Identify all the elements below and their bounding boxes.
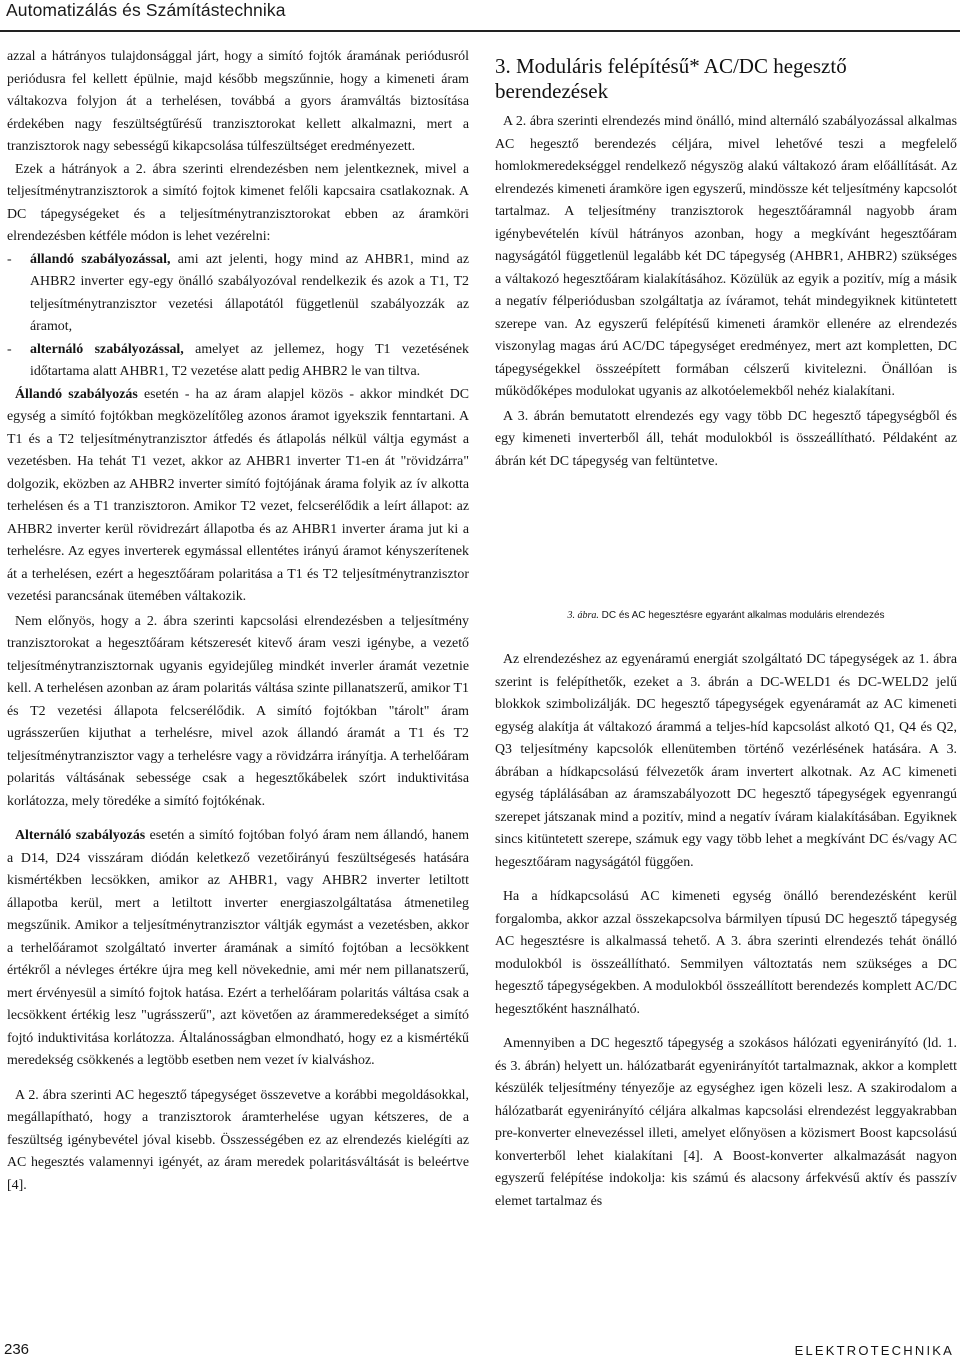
paragraph: azzal a hátrányos tulajdonsággal járt, hogy a simító fojtók áramának periódusról periódusra fel kellett épülnie, majd később megszűnnie, hogy a kimeneti áram váltakozva folyjon át a terhelésen, továbbá a gyors áramváltás biztosítása érdekében nagy feszültségtűrésű tranzisztorokat kellett alkalmazni, mert a tranzisztorok nagy sebességű kikapcsolása túlfeszültséget eredményezett. <box>7 49 469 154</box>
page-number: 236 <box>4 1341 30 1358</box>
list-item-term: állandó szabályozással, <box>30 251 171 267</box>
list-dash: - <box>7 341 12 357</box>
list-item <box>7 339 469 384</box>
journal-name: ELEKTROTECHNIKA <box>794 1343 954 1358</box>
list-item-term: alternáló szabályozással, <box>30 341 184 357</box>
paragraph-lead-term: Alternáló szabályozás <box>15 828 146 843</box>
paragraph: A 3. ábrán bemutatott elrendezés egy vagy több DC hegesztő tápegységből és egy kimeneti inverterből áll, tehát modulokból is összeállítható. Példaként az ábrán két DC tápegység van feltüntetve. <box>495 408 957 469</box>
list-dash: - <box>7 251 12 267</box>
figure-caption-label: 3. ábra. <box>567 610 599 621</box>
figure-3-area <box>495 473 957 599</box>
figure-caption <box>495 609 957 623</box>
list-item <box>7 249 469 339</box>
paragraph: Amennyiben a DC hegesztő tápegység a szokásos hálózati egyenirányító (ld. 1. és 3. ábrán) helyett un. hálózatbarát egyenirányítót tartalmaznak, akkor a komplett készülék teljesítmény tényezője az egységhez igen közeli lesz. A szakirodalom a hálózatbarát egyenirányító céljára alkalmas kapcsolási elrendezést leggyakrabban pre-konverter elnevezéssel illeti, amelyet előnyösen a közismert Boost kapcsolású konverterből lehet kialakítani [4]. A Boost-konverter alkalmazását nagyon egyszerű felépítése indokolja: kis számú és alacsony árfekvésű aktív és passzív elemet tartalmaz és <box>495 1036 957 1209</box>
running-head: Automatizálás és Számítástechnika <box>6 0 286 20</box>
paragraph-lead-term: Állandó szabályozás <box>15 386 138 402</box>
paragraph-text: esetén - ha az áram alapjel közös - akkor mindkét DC egység a simító fojtókban megközelítőleg azonos áramot igyekszik fenntartani. A T1 és a T2 teljesítménytranzisztor átfedés és átlapolás nélkül váltja egymást a vezetésben. Ha tehát T1 vezet, akkor az AHBR1 inverter T1-en át "rövidzárra" dolgozik, eközben az AHBR2 inverter simító fojtójának árama folyik az ív alkotta terhelésen és a T1 tranzisztoron. Amikor T2 vezet, felcserélődik a leírt állapot: az AHBR2 inverter kerül rövidrezárt állapotba és az AHBR1 inverter árama jut ki a terhelésre. Az egyes inverterek egymással ellentétes irányú áramot kényszerítenek át a terhelésen, ezért a hegesztőáram polaritása a T1 és T2 teljesítménytranzisztor vezetési parancsának ütemében váltakozik. <box>7 386 469 604</box>
paragraph: Ezek a hátrányok a 2. ábra szerinti elrendezésben nem jelentkeznek, mivel a teljesítménytranzisztorok a simító fojtok kimenet felőli kapcsaira csatlakoznak. A DC tápegységeket és a teljesítménytranzisztorokat ebben az áramköri elrendezésben kétféle módon is lehet vezérelni: <box>7 161 469 244</box>
header-rule <box>0 30 960 32</box>
paragraph: A 2. ábra szerinti AC hegesztő tápegységet összevetve a korábbi megoldásokkal, megállapítható, hogy a tranzisztorok áramterhelése ugyan kétszeres, de a feszültség igénybevétel jóval kisebb. Összességében ez az elrendezés kielégíti az AC hegesztés valamennyi igényét, az áram meredek polaritásváltását is beleértve [4]. <box>7 1087 469 1193</box>
list-item-text: amelyet az jellemez, hogy T1 vezetésének időtartama alatt AHBR1, T2 vezetése alatt pedig AHBR2 le van tiltva. <box>30 341 469 379</box>
paragraph: A 2. ábra szerinti elrendezés mind önálló, mind alternáló szabályozással alkalmas AC hegesztő berendezés céljára, mivel lehetővé teszi a megfelelő homlokmeredekséggel rendelkező négyszög alakú váltakozó áram előállítását. Az elrendezés kimeneti áramköre igen egyszerű, mindössze két teljesítmény kapcsolót tartalmaz. A teljesítmény tranzisztorok hegesztőáramnál nagyobb áram igénybevételén kívül hátrányos azonban, hogy a megkívánt hegesztőáram nagyságától függetlenül legalább két DC tápegység (AHBR1, AHBR2) szükséges a váltakozó hegesztőáram kialakításához. Közülük az egyik a pozitív, míg a másik a negatív félperiódusban szolgáltatja az íváramot, tehát mindegyiknek kitüntetett szerepe van. Az egyszerű felépítésű kimeneti áramkör ellenére az elrendezés viszonylag magas árú AC/DC tápegységet eredményez, mert azt kompletten, DC tápegységekkel összeépített formában célszerű kivitelezni. Önállóan is működőképes modulokat ugyanis az alkotóelemekből nehéz kialakítani. <box>495 114 957 399</box>
paragraph: Az elrendezéshez az egyenáramú energiát szolgáltató DC tápegységek az 1. ábra szerint is felépíthetők, ezeket a 3. ábrán a DC-WELD1 és DC-WELD2 jelű blokkok szimbolizálják. DC hegesztő tápegységek egyenáramát az AC kimeneti egység alakítja át váltakozó árammá a teljes-híd kapcsolást alkotó Q1, Q4 és Q2, Q3 teljesítmény kapcsolók ellenütemben történő vezérlésének hatására. A 3. ábrában a hídkapcsolású félvezetők áram invertert alkotnak. Az AC kimeneti egység táplálásában az áramszabályozott DC hegesztő tápegységek egyenrangú szerepet játszanak mind a pozitív, mind a negatív íváram kialakításában. Egyiknek sincs kitüntetett szerepe, számuk egy vagy több lehet a megkívánt DC és/vagy AC hegesztőáram nagyságától függően. <box>495 652 957 870</box>
paragraph <box>7 384 469 609</box>
right-column <box>495 46 957 1213</box>
section-title: 3. Moduláris felépítésű* AC/DC hegesztő berendezések <box>495 54 847 103</box>
paragraph: Nem előnyös, hogy a 2. ábra szerinti kapcsolási elrendezésben a teljesítmény tranzisztorokat a hegesztőáram kétszeresét kitevő áram veszi igénybe, a vezető teljesítménytranzisztornak ugyanis egyidejűleg mindkét inverler áramát vezetnie kell. A terhelésen azonban az áram polaritás váltása szinte pillanatszerű, amikor T1 és T2 vezetési állapota felcserélődik. A simító fojtókban "tárolt" áram ugrásszerűen kijuthat a terhelésre, mivel azok állandó áramát a T1 és T2 teljesítménytranzisztor vagy a terhelésre vagy a rövidzárra irányítja. A terhelőáram polaritás váltásának sebessége csak a hegesztőkábelek szórt induktivitása korlátozza, mely töredéke a simító fojtókénak. <box>7 613 469 809</box>
paragraph <box>7 825 469 1073</box>
left-column <box>7 46 469 1197</box>
control-mode-list <box>7 249 469 384</box>
paragraph: Ha a hídkapcsolású AC kimeneti egység önálló berendezésként kerül forgalomba, akkor azzal összekapcsolva bármilyen típusú DC hegesztő tápegység AC hegesztésre is alkalmassá tehető. A 3. ábra szerinti elrendezés tehát önálló modulokból is összeállítható. Semmilyen változtatás nem szükséges a DC hegesztő tápegységekben. A modulokból összeállított berendezés komplett AC/DC hegesztőként használható. <box>495 889 957 1017</box>
list-item-text: ami azt jelenti, hogy mind az AHBR1, mind az AHBR2 inverter egy-egy önálló szabályozóval rendelkezik és azok a T1, T2 teljesítménytranzisztor vezetési állapotától függetlenül szabályozzák az áramot, <box>30 251 469 334</box>
paragraph-text: esetén a simító fojtóban folyó áram nem állandó, hanem a D14, D24 visszáram diódán keletkező vezetőirányú feszültségesés hatására kismértékben lecsökken, amikor az AHBR1, vagy AHBR2 inverter letiltott állapotba kerül, mert a letiltott inverter energiaszolgáltatása átmenetileg megszűnik. Amikor a teljesítménytranzisztor váltják egymást a vezetésben, akkor a terhelőáramot szolgáltató inverter áramának a simító fojtóban a lecsökkent értékről a névleges értékre újra meg kell növekednie, ami mér nem pillanatszerű, mert érvényesül a simító fojtok hatása. Ezért a terhelőáram polaritás váltása csak a lecsökkent értékig lesz "ugrásszerű", azt követően az árammeredekséget a simító fojtó induktivitása korlátozza. Általánosságban elmondható, hogy ez a kismértékű meredekség csökkenés a legtöbb esetben nem vezet ív kialváshoz. <box>7 828 469 1068</box>
figure-caption-text: DC és AC hegesztésre egyaránt alkalmas moduláris elrendezés <box>598 610 885 621</box>
